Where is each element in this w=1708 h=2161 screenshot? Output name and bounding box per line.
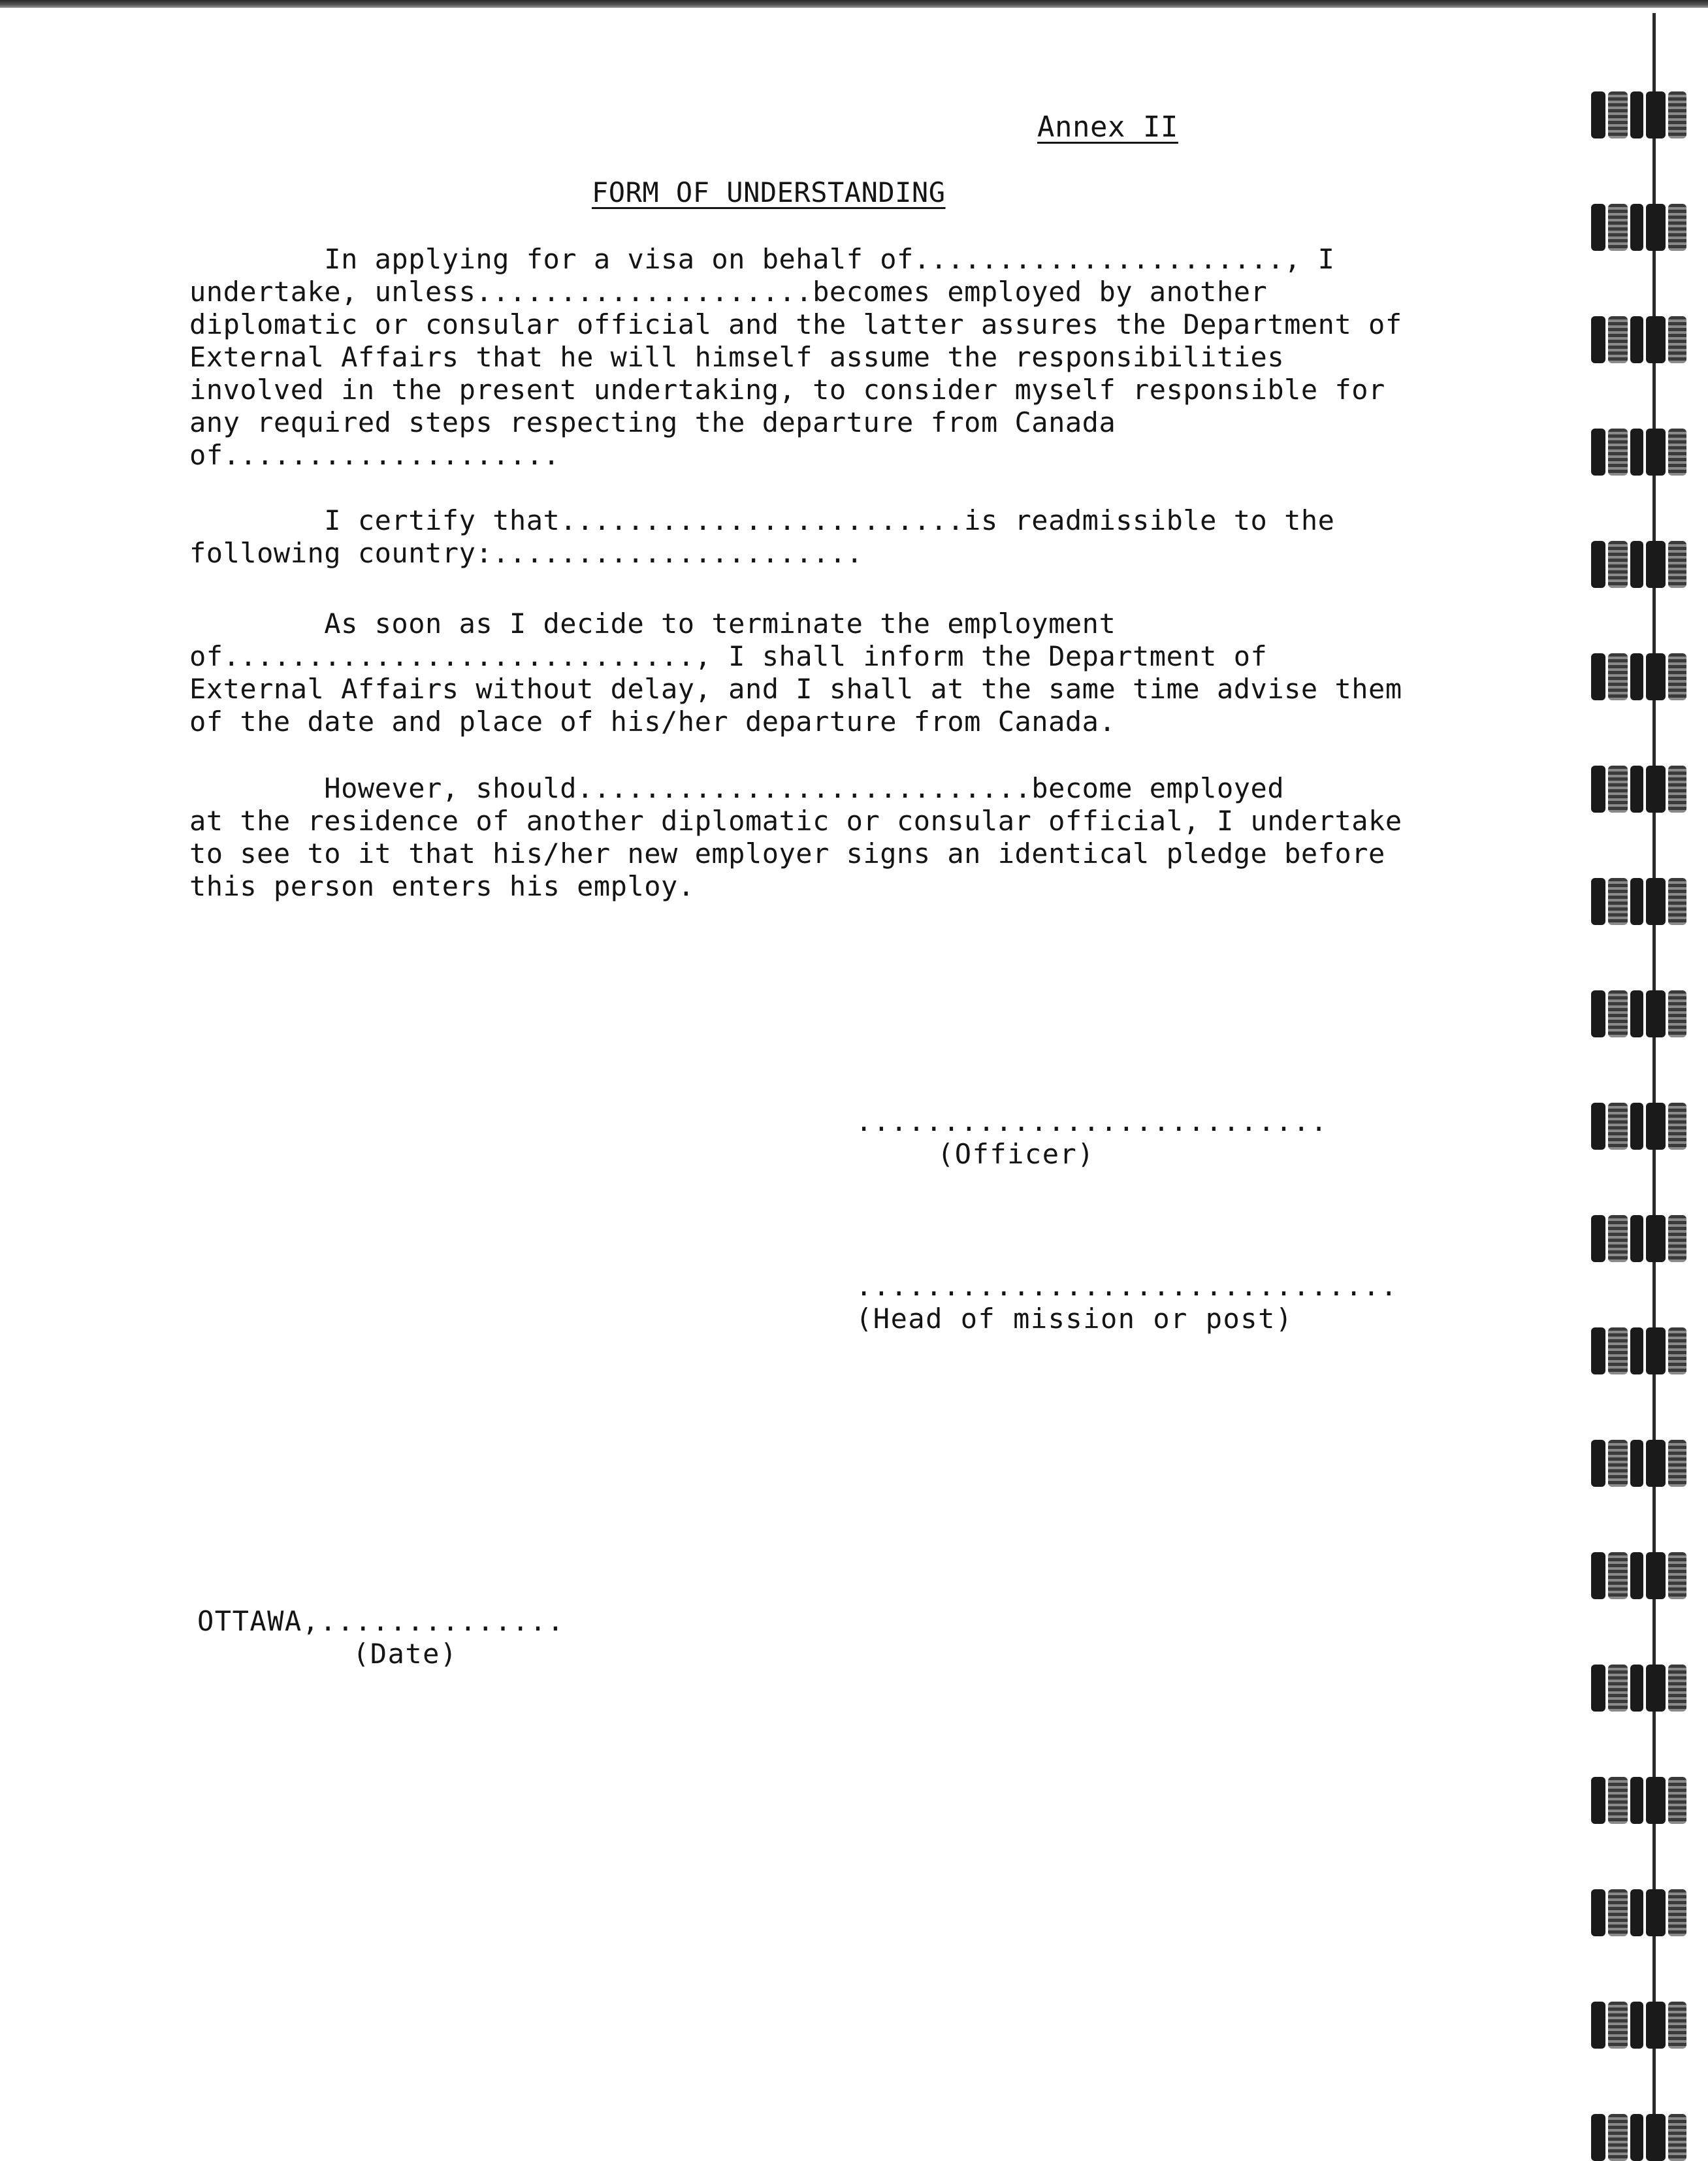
binding-coil-segment: [1591, 1327, 1605, 1374]
paragraph-visa-undertaking: In applying for a visa on behalf of......................, I undertake, unless....................becomes employed by another diplomatic or consular official and the latter assures the Department of External Affairs that he will himself assume the responsibilities involved in the present undertaking, to consider myself responsible for any required steps respecting the departure from Canada of....................: [189, 243, 1402, 471]
binding-coil-segment: [1646, 1552, 1666, 1599]
binding-coil-segment: [1630, 429, 1643, 476]
binding-coil-segment: [1630, 1777, 1643, 1824]
binding-coil-segment: [1646, 2114, 1666, 2161]
binding-coil-segment: [1591, 1889, 1605, 1936]
binding-coil-segment: [1630, 91, 1643, 138]
binding-coil: [1591, 1215, 1688, 1262]
binding-coil: [1591, 1665, 1688, 1712]
binding-coil-segment: [1646, 653, 1666, 700]
binding-coil-segment: [1591, 1215, 1605, 1262]
binding-coil-segment: [1591, 878, 1605, 925]
binding-coil-segment: [1608, 91, 1628, 138]
binding-coil: [1591, 541, 1688, 588]
binding-coil-segment: [1630, 990, 1643, 1037]
binding-coil-segment: [1668, 1103, 1686, 1150]
head-of-mission-label: (Head of mission or post): [856, 1303, 1293, 1335]
binding-coil-segment: [1646, 1103, 1666, 1150]
binding-coil-segment: [1608, 990, 1628, 1037]
binding-coil: [1591, 1440, 1688, 1487]
spiral-binding: [1579, 0, 1708, 2160]
binding-coil: [1591, 2114, 1688, 2161]
binding-coil-segment: [1646, 1889, 1666, 1936]
binding-coil-segment: [1608, 2002, 1628, 2049]
binding-coil: [1591, 1552, 1688, 1599]
binding-coil-segment: [1591, 653, 1605, 700]
binding-coil-segment: [1646, 878, 1666, 925]
binding-coil-segment: [1630, 878, 1643, 925]
binding-coil-segment: [1608, 316, 1628, 363]
paragraph-readmissible: I certify that........................is readmissible to the following country:......................: [189, 504, 1335, 569]
binding-coil-segment: [1591, 1103, 1605, 1150]
binding-coil-segment: [1591, 1440, 1605, 1487]
binding-coil: [1591, 766, 1688, 813]
binding-coil: [1591, 91, 1688, 138]
binding-coil-segment: [1668, 204, 1686, 251]
binding-coil: [1591, 1327, 1688, 1374]
binding-coil-segment: [1630, 541, 1643, 588]
binding-coil-segment: [1646, 91, 1666, 138]
binding-coil-segment: [1646, 990, 1666, 1037]
binding-coil-segment: [1646, 1665, 1666, 1712]
head-of-mission-signature-line: ...............................: [856, 1270, 1398, 1302]
binding-coil-segment: [1608, 1552, 1628, 1599]
binding-coil-segment: [1646, 316, 1666, 363]
binding-coil-segment: [1608, 429, 1628, 476]
binding-coil-segment: [1608, 1777, 1628, 1824]
binding-coil-segment: [1630, 316, 1643, 363]
binding-coil-segment: [1668, 1215, 1686, 1262]
binding-coil: [1591, 1889, 1688, 1936]
date-label: (Date): [353, 1638, 458, 1670]
binding-coil-segment: [1591, 766, 1605, 813]
officer-signature-line: ...........................: [856, 1105, 1329, 1137]
binding-coil-segment: [1608, 1889, 1628, 1936]
binding-coil-segment: [1630, 766, 1643, 813]
officer-label: (Officer): [937, 1138, 1095, 1170]
binding-coil-segment: [1668, 429, 1686, 476]
binding-coil-segment: [1630, 2002, 1643, 2049]
binding-coil-segment: [1630, 1103, 1643, 1150]
binding-coil-segment: [1630, 1665, 1643, 1712]
binding-coil-segment: [1608, 878, 1628, 925]
binding-coil-segment: [1668, 766, 1686, 813]
binding-coil-segment: [1668, 878, 1686, 925]
paragraph-terminate-employment: As soon as I decide to terminate the employment of............................, I shall inform the Department of External Affairs without delay, and I shall at the same time advise them of the date and place of his/her departure from Canada.: [189, 608, 1402, 738]
binding-coil-segment: [1591, 316, 1605, 363]
binding-coil-segment: [1630, 1440, 1643, 1487]
binding-coil-segment: [1646, 1215, 1666, 1262]
binding-coil-segment: [1591, 1777, 1605, 1824]
binding-coil: [1591, 429, 1688, 476]
binding-coil-segment: [1630, 653, 1643, 700]
binding-coil-segment: [1668, 1440, 1686, 1487]
binding-coil-segment: [1591, 429, 1605, 476]
binding-coil-segment: [1668, 1665, 1686, 1712]
binding-coil-segment: [1668, 316, 1686, 363]
binding-coil-segment: [1646, 1777, 1666, 1824]
binding-coil-segment: [1591, 91, 1605, 138]
binding-coil-segment: [1630, 204, 1643, 251]
binding-coil-segment: [1630, 2114, 1643, 2161]
binding-coil-segment: [1608, 653, 1628, 700]
binding-coil-segment: [1646, 204, 1666, 251]
binding-coil-segment: [1668, 1889, 1686, 1936]
binding-coil-segment: [1668, 653, 1686, 700]
binding-coil-segment: [1646, 429, 1666, 476]
ottawa-date-line: OTTAWA,..............: [197, 1605, 565, 1637]
scan-top-edge: [0, 0, 1708, 8]
binding-coil-segment: [1668, 990, 1686, 1037]
binding-coil-segment: [1646, 1440, 1666, 1487]
binding-coil-segment: [1591, 541, 1605, 588]
binding-coil-segment: [1591, 204, 1605, 251]
binding-coil-segment: [1630, 1327, 1643, 1374]
binding-coil-segment: [1608, 1215, 1628, 1262]
binding-coil-segment: [1668, 541, 1686, 588]
binding-coil-segment: [1646, 2002, 1666, 2049]
binding-coil-segment: [1608, 204, 1628, 251]
paragraph-new-employer: However, should...........................become employed at the residence of another diplomatic or consular official, I undertake to see to it that his/her new employer signs an identical pledge before this person enters his employ.: [189, 772, 1402, 902]
binding-coil: [1591, 2002, 1688, 2049]
binding-coil: [1591, 316, 1688, 363]
binding-coil-segment: [1668, 1552, 1686, 1599]
binding-coil-segment: [1591, 2002, 1605, 2049]
form-title: FORM OF UNDERSTANDING: [592, 176, 946, 208]
binding-coil: [1591, 204, 1688, 251]
binding-coil-segment: [1608, 541, 1628, 588]
binding-coil-segment: [1608, 1665, 1628, 1712]
binding-coil: [1591, 1103, 1688, 1150]
binding-coil-segment: [1591, 990, 1605, 1037]
binding-coil-segment: [1646, 541, 1666, 588]
binding-coil-segment: [1591, 1552, 1605, 1599]
binding-coil-segment: [1608, 2114, 1628, 2161]
binding-coil: [1591, 653, 1688, 700]
annex-label: Annex II: [1037, 110, 1178, 144]
binding-coil-segment: [1668, 1777, 1686, 1824]
binding-coil-segment: [1608, 1103, 1628, 1150]
binding-coil-segment: [1646, 766, 1666, 813]
binding-coil: [1591, 990, 1688, 1037]
binding-coil-segment: [1630, 1215, 1643, 1262]
binding-coil-segment: [1668, 91, 1686, 138]
binding-coil-segment: [1646, 1327, 1666, 1374]
binding-coil-segment: [1668, 1327, 1686, 1374]
binding-coil-segment: [1608, 766, 1628, 813]
binding-coil: [1591, 1777, 1688, 1824]
binding-coil: [1591, 878, 1688, 925]
binding-coil-segment: [1630, 1889, 1643, 1936]
binding-coil-segment: [1668, 2002, 1686, 2049]
binding-coil-segment: [1630, 1552, 1643, 1599]
binding-coil-segment: [1608, 1327, 1628, 1374]
binding-coil-segment: [1608, 1440, 1628, 1487]
binding-coil-segment: [1591, 2114, 1605, 2161]
binding-coil-segment: [1668, 2114, 1686, 2161]
binding-coil-segment: [1591, 1665, 1605, 1712]
